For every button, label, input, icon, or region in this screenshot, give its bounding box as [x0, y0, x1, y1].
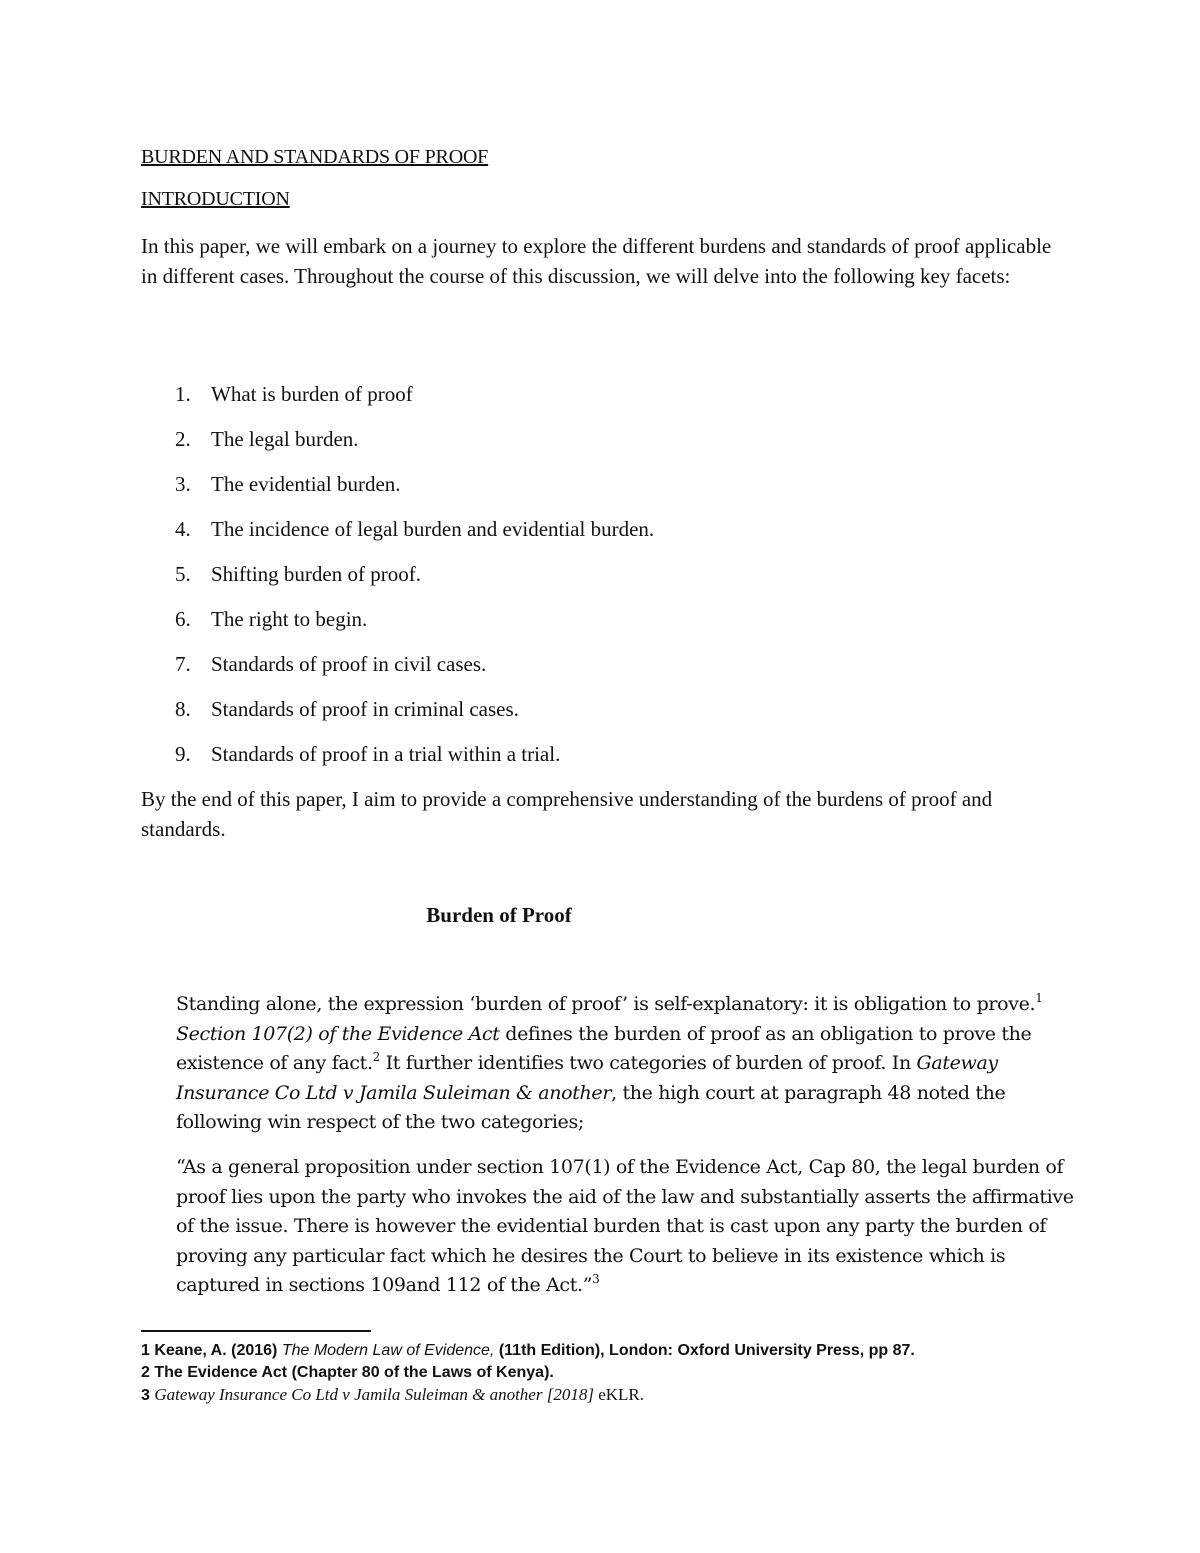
list-item-text: The right to begin. [211, 607, 368, 631]
footnote-3-text: eKLR. [593, 1385, 644, 1404]
footnote-3-case: Gateway Insurance Co Ltd v Jamila Suleiman & another [2018] [154, 1385, 594, 1404]
list-item-number: 7. [175, 652, 191, 676]
footnote-1-text-a: 1 Keane, A. (2016) [141, 1342, 282, 1359]
footnote-1 [141, 1340, 915, 1362]
footnotes [141, 1340, 915, 1407]
list-item [141, 424, 654, 469]
list-item [141, 469, 654, 514]
list-item [141, 739, 654, 784]
footnote-2-text: 2 The Evidence Act (Chapter 80 of the Laws of Kenya). [141, 1364, 554, 1381]
case-citation: Gateway Insurance Co Ltd v Jamila Suleiman & another [176, 1052, 998, 1104]
burden-text-3: It further identifies two categories of burden of proof. In [379, 1052, 917, 1074]
list-item-number: 6. [175, 607, 191, 631]
footnote-3 [141, 1384, 915, 1407]
evidence-act-citation: Section 107(2) of the Evidence Act [176, 1022, 500, 1045]
list-item-number: 8. [175, 697, 191, 721]
burden-text-1: Standing alone, the expression ‘burden of proof’ is self-explanatory: it is obligation to prove. [176, 993, 1036, 1015]
list-item [141, 694, 654, 739]
closing-paragraph: By the end of this paper, I aim to provide a comprehensive understanding of the burdens of proof and standards. [141, 787, 993, 841]
list-item-text: The evidential burden. [211, 472, 401, 496]
footnote-3-number: 3 [141, 1387, 155, 1404]
list-item [141, 604, 654, 649]
footnote-1-title: The Modern Law of Evidence, [281, 1342, 495, 1359]
footnote-2 [141, 1362, 915, 1384]
list-item-number: 1. [175, 382, 191, 406]
list-item-number: 4. [175, 517, 191, 541]
footnote-ref-1[interactable]: 1 [1035, 991, 1043, 1005]
list-item-number: 3. [175, 472, 191, 496]
list-item [141, 559, 654, 604]
list-item-text: Standards of proof in civil cases. [211, 652, 487, 676]
burden-text-4: , the high court at paragraph 48 noted the following win respect of the two categories; [176, 1081, 1006, 1133]
burden-text-2: defines the burden of proof as an obligation to prove the existence of any fact. [176, 1022, 1032, 1074]
footnote-divider [141, 1330, 371, 1332]
list-item-text: The legal burden. [211, 427, 359, 451]
list-item-number: 9. [175, 742, 191, 766]
list-item-text: Shifting burden of proof. [211, 562, 421, 586]
footnote-ref-2[interactable]: 2 [372, 1050, 380, 1064]
quoted-passage [176, 1153, 1076, 1301]
section-heading-text: Burden of Proof [426, 903, 572, 927]
list-item-text: Standards of proof in criminal cases. [211, 697, 519, 721]
footnote-1-text-b: (11th Edition), London: Oxford University Press, pp 87. [494, 1342, 915, 1359]
list-item-text: Standards of proof in a trial within a trial. [211, 742, 561, 766]
list-item [141, 379, 654, 424]
list-item-text: The incidence of legal burden and evidential burden. [211, 517, 655, 541]
list-item-number: 5. [175, 562, 191, 586]
list-item-number: 2. [175, 427, 191, 451]
list-item [141, 514, 654, 559]
document-title: BURDEN AND STANDARDS OF PROOF [141, 146, 489, 168]
list-item-text: What is burden of proof [211, 382, 413, 406]
introduction-heading: INTRODUCTION [141, 188, 290, 210]
list-item [141, 649, 654, 694]
burden-paragraph [176, 990, 1076, 1138]
quote-text: “As a general proposition under section 107(1) of the Evidence Act, Cap 80, the legal burden of proof lies upon the party who invokes the aid of the law and substantially asserts the affirmative of the issue. There is however the evidential burden that is cast upon any party the burden of proving any particular fact which he desires the Court to believe in its existence which is captured in sections 109and 112 of the Act.” [176, 1156, 1074, 1296]
section-heading [0, 903, 998, 928]
footnote-ref-3[interactable]: 3 [592, 1272, 600, 1286]
intro-paragraph: In this paper, we will embark on a journey to explore the different burdens and standards of proof applicable in different cases. Throughout the course of this discussion, we will delve into the following key facets: [141, 234, 1052, 288]
facets-list [141, 379, 654, 784]
